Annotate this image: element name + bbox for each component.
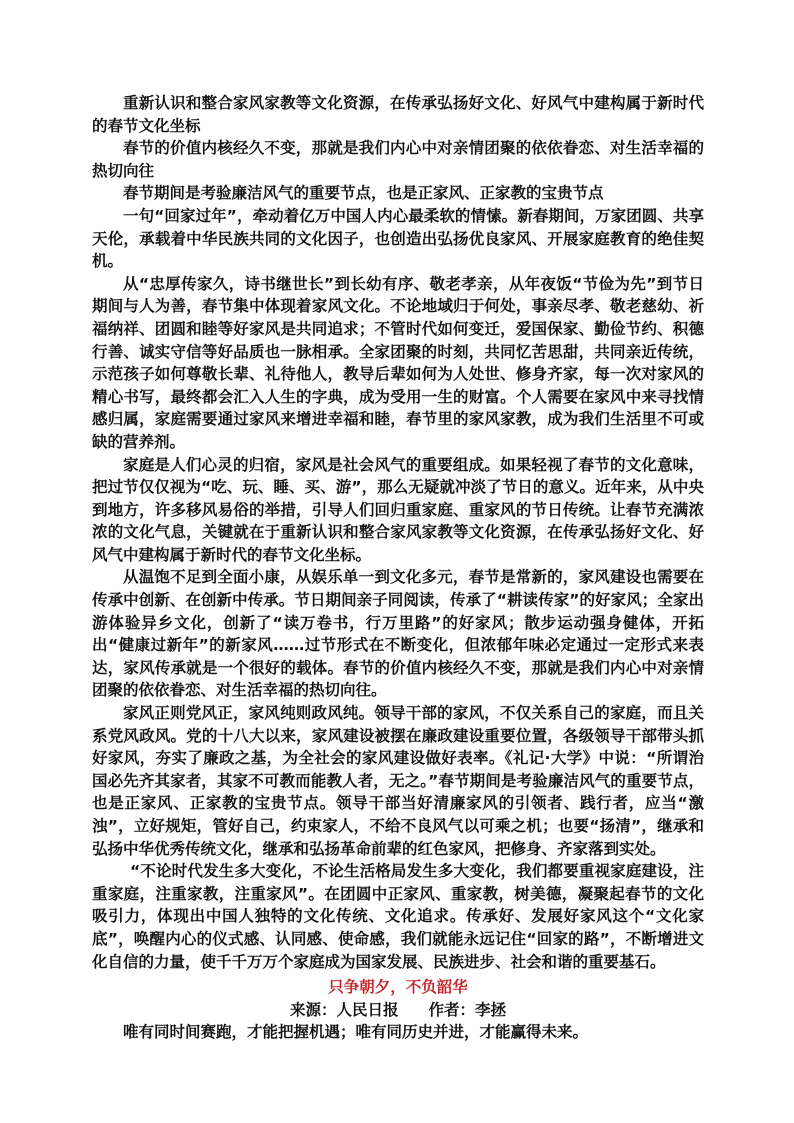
article-paragraph: 一句“回家过年”，牵动着亿万中国人内心最柔软的情愫。新春期间，万家团圆、共享天伦，承载着中华民族共同的文化因子，也创造出弘扬优良家风、开展家庭教育的绝佳契机。 — [92, 206, 704, 271]
article-paragraph: 家庭是人们心灵的归宿，家风是社会风气的重要组成。如果轻视了春节的文化意味，把过节仅仅视为“吃、玩、睡、买、游”，那么无疑就冲淡了节日的意义。近年来，从中央到地方，许多移风易俗的举措，引导人们回归重家庭、重家风的节日传统。让春节充满浓浓的文化气息，关键就在于重新认识和整合家风家教等文化资源，在传承弘扬好文化、好风气中建构属于新时代的春节文化坐标。 — [92, 455, 704, 564]
article-paragraph: 重新认识和整合家风家教等文化资源，在传承弘扬好文化、好风气中建构属于新时代的春节文化坐标 — [92, 94, 704, 135]
article-paragraph: 唯有同时间赛跑，才能把握机遇；唯有同历史并进，才能赢得未来。 — [123, 1023, 589, 1042]
document-page — [92, 92, 704, 1044]
source-label: 来源：人民日报 — [289, 1000, 399, 1019]
article-paragraph: 从温饱不足到全面小康，从娱乐单一到文化多元，春节是常新的，家风建设也需要在传承中创新、在创新中传承。节日期间亲子同阅读，传承了“耕读传家”的好家风；全家出游体验异乡文化，创新了“读万卷书，行万里路”的好家风；散步运动强身健体，开拓出“健康过新年”的新家风……过节形式在不断变化，但浓郁年味必定通过一定形式来表达，家风传承就是一个很好的载体。春节的价值内核经久不变，那就是我们内心中对亲情团聚的依依眷恋、对生活幸福的热切向往。 — [92, 568, 704, 700]
article-paragraph: 春节期间是考验廉洁风气的重要节点，也是正家风、正家教的宝贵节点 — [123, 184, 604, 203]
article-headline: 只争朝夕，不负韶华 — [328, 978, 468, 997]
closing-paragraph: “不论时代发生多大变化，不论生活格局发生多大变化，我们都要重视家庭建设，注重家庭，注重家教，注重家风”。在团圆中正家风、重家教，树美德，凝聚起春节的文化吸引力，体现出中国人独特的文化传统、文化追求。传承好、发展好家风这个“文化家底”，唤醒内心的仪式感、认同感、使命感，我们就能永远记住“回家的路”，不断增进文化自信的力量，使千千万万个家庭成为国家发展、民族进步、社会和谐的重要基石。 — [92, 862, 704, 971]
article-paragraph: 家风正则党风正，家风纯则政风纯。领导干部的家风，不仅关系自己的家庭，而且关系党风政风。党的十八大以来，家风建设被摆在廉政建设重要位置，各级领导干部带头抓好家风，夯实了廉政之基，为全社会的家风建设做好表率。《礼记·大学》中说：“所谓治国必先齐其家者，其家不可教而能教人者，无之。”春节期间是考验廉洁风气的重要节点，也是正家风、正家教的宝贵节点。领导干部当好清廉家风的引领者、践行者，应当“激浊”，立好规矩，管好自己，约束家人，不给不良风气以可乘之机；也要“扬清”，继承和弘扬中华优秀传统文化，继承和弘扬革命前辈的红色家风，把修身、齐家落到实处。 — [92, 704, 704, 858]
source-line — [92, 999, 704, 1022]
article-paragraph: 春节的价值内核经久不变，那就是我们内心中对亲情团聚的依依眷恋、对生活幸福的热切向往 — [92, 139, 704, 180]
article-paragraph: 从“忠厚传家久，诗书继世长”到长幼有序、敬老孝亲，从年夜饭“节俭为先”到节日期间与人为善，春节集中体现着家风文化。不论地域归于何处，事亲尽孝、敬老慈幼、祈福纳祥、团圆和睦等好家风是共同追求；不管时代如何变迁，爱国保家、勤俭节约、积德行善、诚实守信等好品质也一脉相承。全家团聚的时刻，共同忆苦思甜，共同亲近传统，示范孩子如何尊敬长辈、礼待他人，教导后辈如何为人处世、修身齐家，每一次对家风的精心书写，最终都会汇入人生的字典，成为受用一生的财富。个人需要在家风中来寻找情感归属，家庭需要通过家风来增进幸福和睦，春节里的家风家教，成为我们生活里不可或缺的营养剂。 — [92, 274, 704, 451]
author-label: 作者：李拯 — [428, 1000, 507, 1019]
